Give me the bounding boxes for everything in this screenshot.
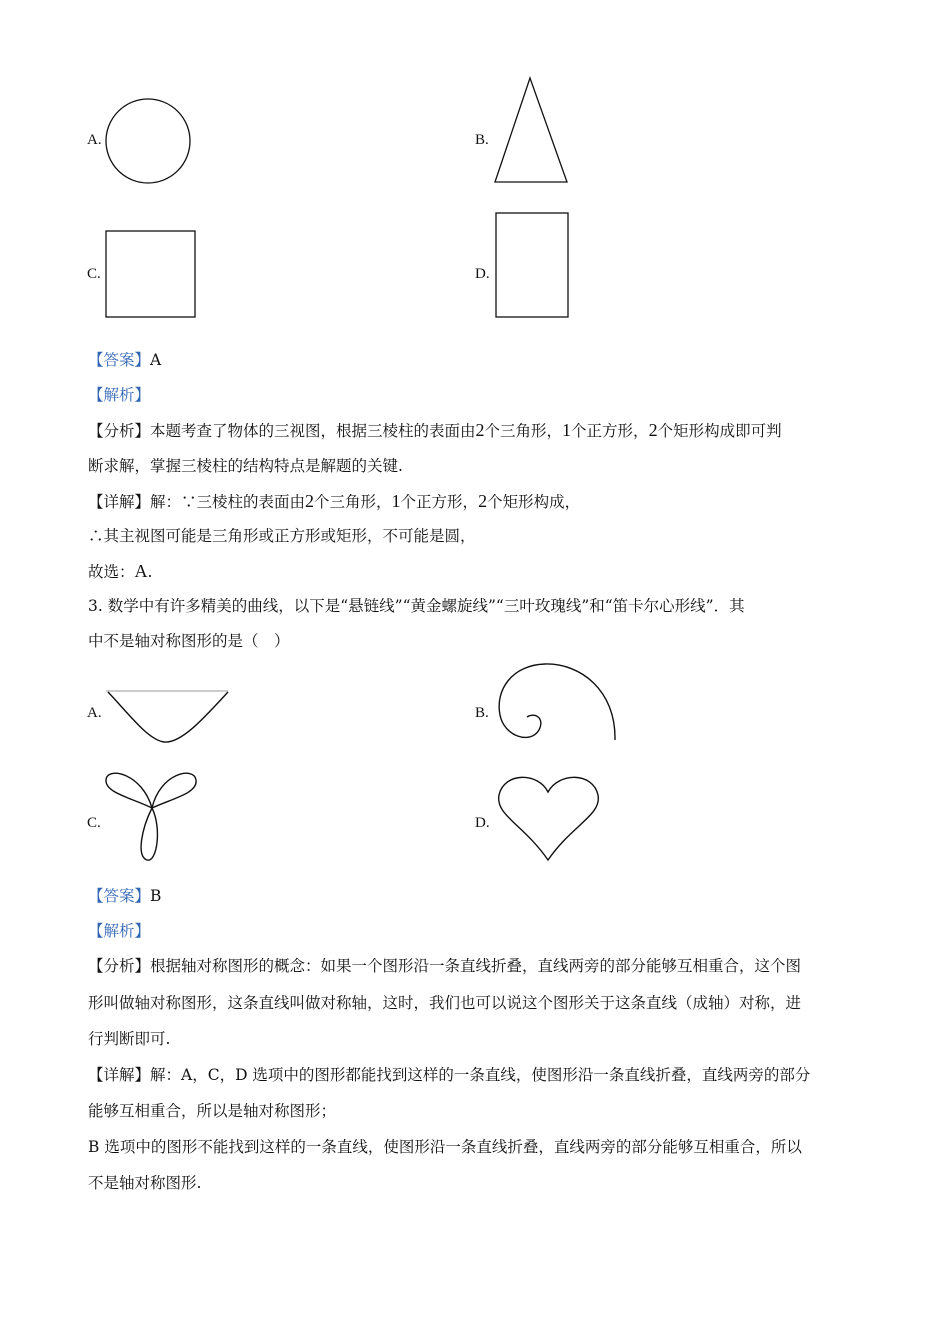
- q3-fenxi-line-3: 行判断即可.: [88, 1030, 171, 1048]
- analysis-tag: 【解析】: [88, 922, 151, 940]
- xiangjie-tag: 【详解】: [88, 1066, 151, 1084]
- q3-fenxi-line-2: 形叫做轴对称图形，这条直线叫做对称轴，这时，我们也可以说这个图形关于这条直线（成轴）对称，进: [88, 994, 802, 1012]
- xiangjie-text: 个正方形，: [400, 493, 479, 511]
- xiangjie-text: 解：A，C，D 选项中的图形都能找到这样的一条直线，使图形沿一条直线折叠，直线两旁的部分: [150, 1066, 811, 1084]
- option-c-square-figure: [104, 229, 199, 321]
- choose-value: A: [134, 561, 148, 581]
- q3-fenxi-line-1: [88, 955, 801, 977]
- q3-stem-line-2: 中不是轴对称图形的是（ ）: [88, 632, 290, 650]
- fenxi-text: 个矩形构成即可判: [657, 422, 782, 440]
- q3-analysis-line: [88, 920, 150, 942]
- answer-value: B: [150, 887, 162, 905]
- q2-choose-line: [88, 560, 152, 583]
- q2-therefore-line: ∴其主视图可能是三角形或正方形或矩形，不可能是圆，: [88, 527, 476, 545]
- q3-option-a-catenary-figure: [104, 688, 232, 748]
- q3-option-a-label: A.: [87, 705, 102, 721]
- q3-option-c-label: C.: [87, 815, 101, 831]
- q3-option-c-three-leaf-rose-figure: [102, 768, 202, 864]
- answer-tag: 【答案】: [88, 887, 151, 905]
- fenxi-tag: 【分析】: [88, 422, 151, 440]
- q2-answer-line: [88, 349, 161, 371]
- fenxi-number: 1: [562, 420, 572, 440]
- choose-prefix: 故选：: [88, 563, 135, 581]
- q2-xiangjie-line-1: [88, 490, 580, 513]
- option-b-label: B.: [475, 132, 489, 148]
- q3-xiangjie-line-3: B 选项中的图形不能找到这样的一条直线，使图形沿一条直线折叠，直线两旁的部分能够互相重合，所以: [88, 1138, 802, 1156]
- choose-suffix: .: [147, 563, 153, 581]
- option-d-rectangle-figure: [494, 211, 572, 321]
- option-a-label: A.: [87, 132, 102, 148]
- xiangjie-number: 1: [391, 491, 401, 511]
- answer-tag: 【答案】: [88, 351, 151, 369]
- xiangjie-tag: 【详解】: [88, 493, 151, 511]
- fenxi-text: 个三角形，: [484, 422, 563, 440]
- q2-fenxi-line-2: 断求解，掌握三棱柱的结构特点是解题的关键.: [88, 457, 403, 475]
- xiangjie-number: 2: [305, 491, 315, 511]
- q3-answer-line: [88, 885, 161, 907]
- option-b-triangle-figure: [492, 76, 572, 186]
- q2-fenxi-line-1: [88, 419, 782, 442]
- q3-option-d-heart-figure: [494, 770, 604, 865]
- q3-option-d-label: D.: [475, 815, 490, 831]
- q3-option-b-golden-spiral-figure: [490, 660, 620, 745]
- q3-xiangjie-line-4: 不是轴对称图形.: [88, 1174, 202, 1192]
- fenxi-tag: 【分析】: [88, 957, 151, 975]
- fenxi-number: 2: [648, 420, 658, 440]
- option-c-label: C.: [87, 266, 101, 282]
- q2-analysis-line: [88, 384, 150, 406]
- option-a-circle-figure: [105, 98, 195, 188]
- xiangjie-text: 解：∵三棱柱的表面由: [150, 493, 306, 511]
- analysis-tag: 【解析】: [88, 386, 151, 404]
- xiangjie-number: 2: [478, 491, 488, 511]
- fenxi-text: 根据轴对称图形的概念：如果一个图形沿一条直线折叠，直线两旁的部分能够互相重合，这个图: [150, 957, 802, 975]
- xiangjie-text: 个三角形，: [314, 493, 392, 511]
- q3-stem-line-1: 3. 数学中有许多精美的曲线，以下是“悬链线”“黄金螺旋线”“三叶玫瑰线”和“笛卡尔心形线”．其: [88, 597, 745, 615]
- xiangjie-text: 个矩形构成，: [487, 493, 581, 511]
- option-d-label: D.: [475, 266, 490, 282]
- q3-xiangjie-line-2: 能够互相重合，所以是轴对称图形；: [88, 1102, 337, 1120]
- fenxi-text: 个正方形，: [571, 422, 649, 440]
- fenxi-text: 本题考查了物体的三视图，根据三棱柱的表面由: [150, 422, 476, 440]
- answer-value: A: [150, 351, 162, 369]
- fenxi-number: 2: [475, 420, 485, 440]
- q3-option-b-label: B.: [475, 705, 489, 721]
- q3-xiangjie-line-1: [88, 1064, 810, 1086]
